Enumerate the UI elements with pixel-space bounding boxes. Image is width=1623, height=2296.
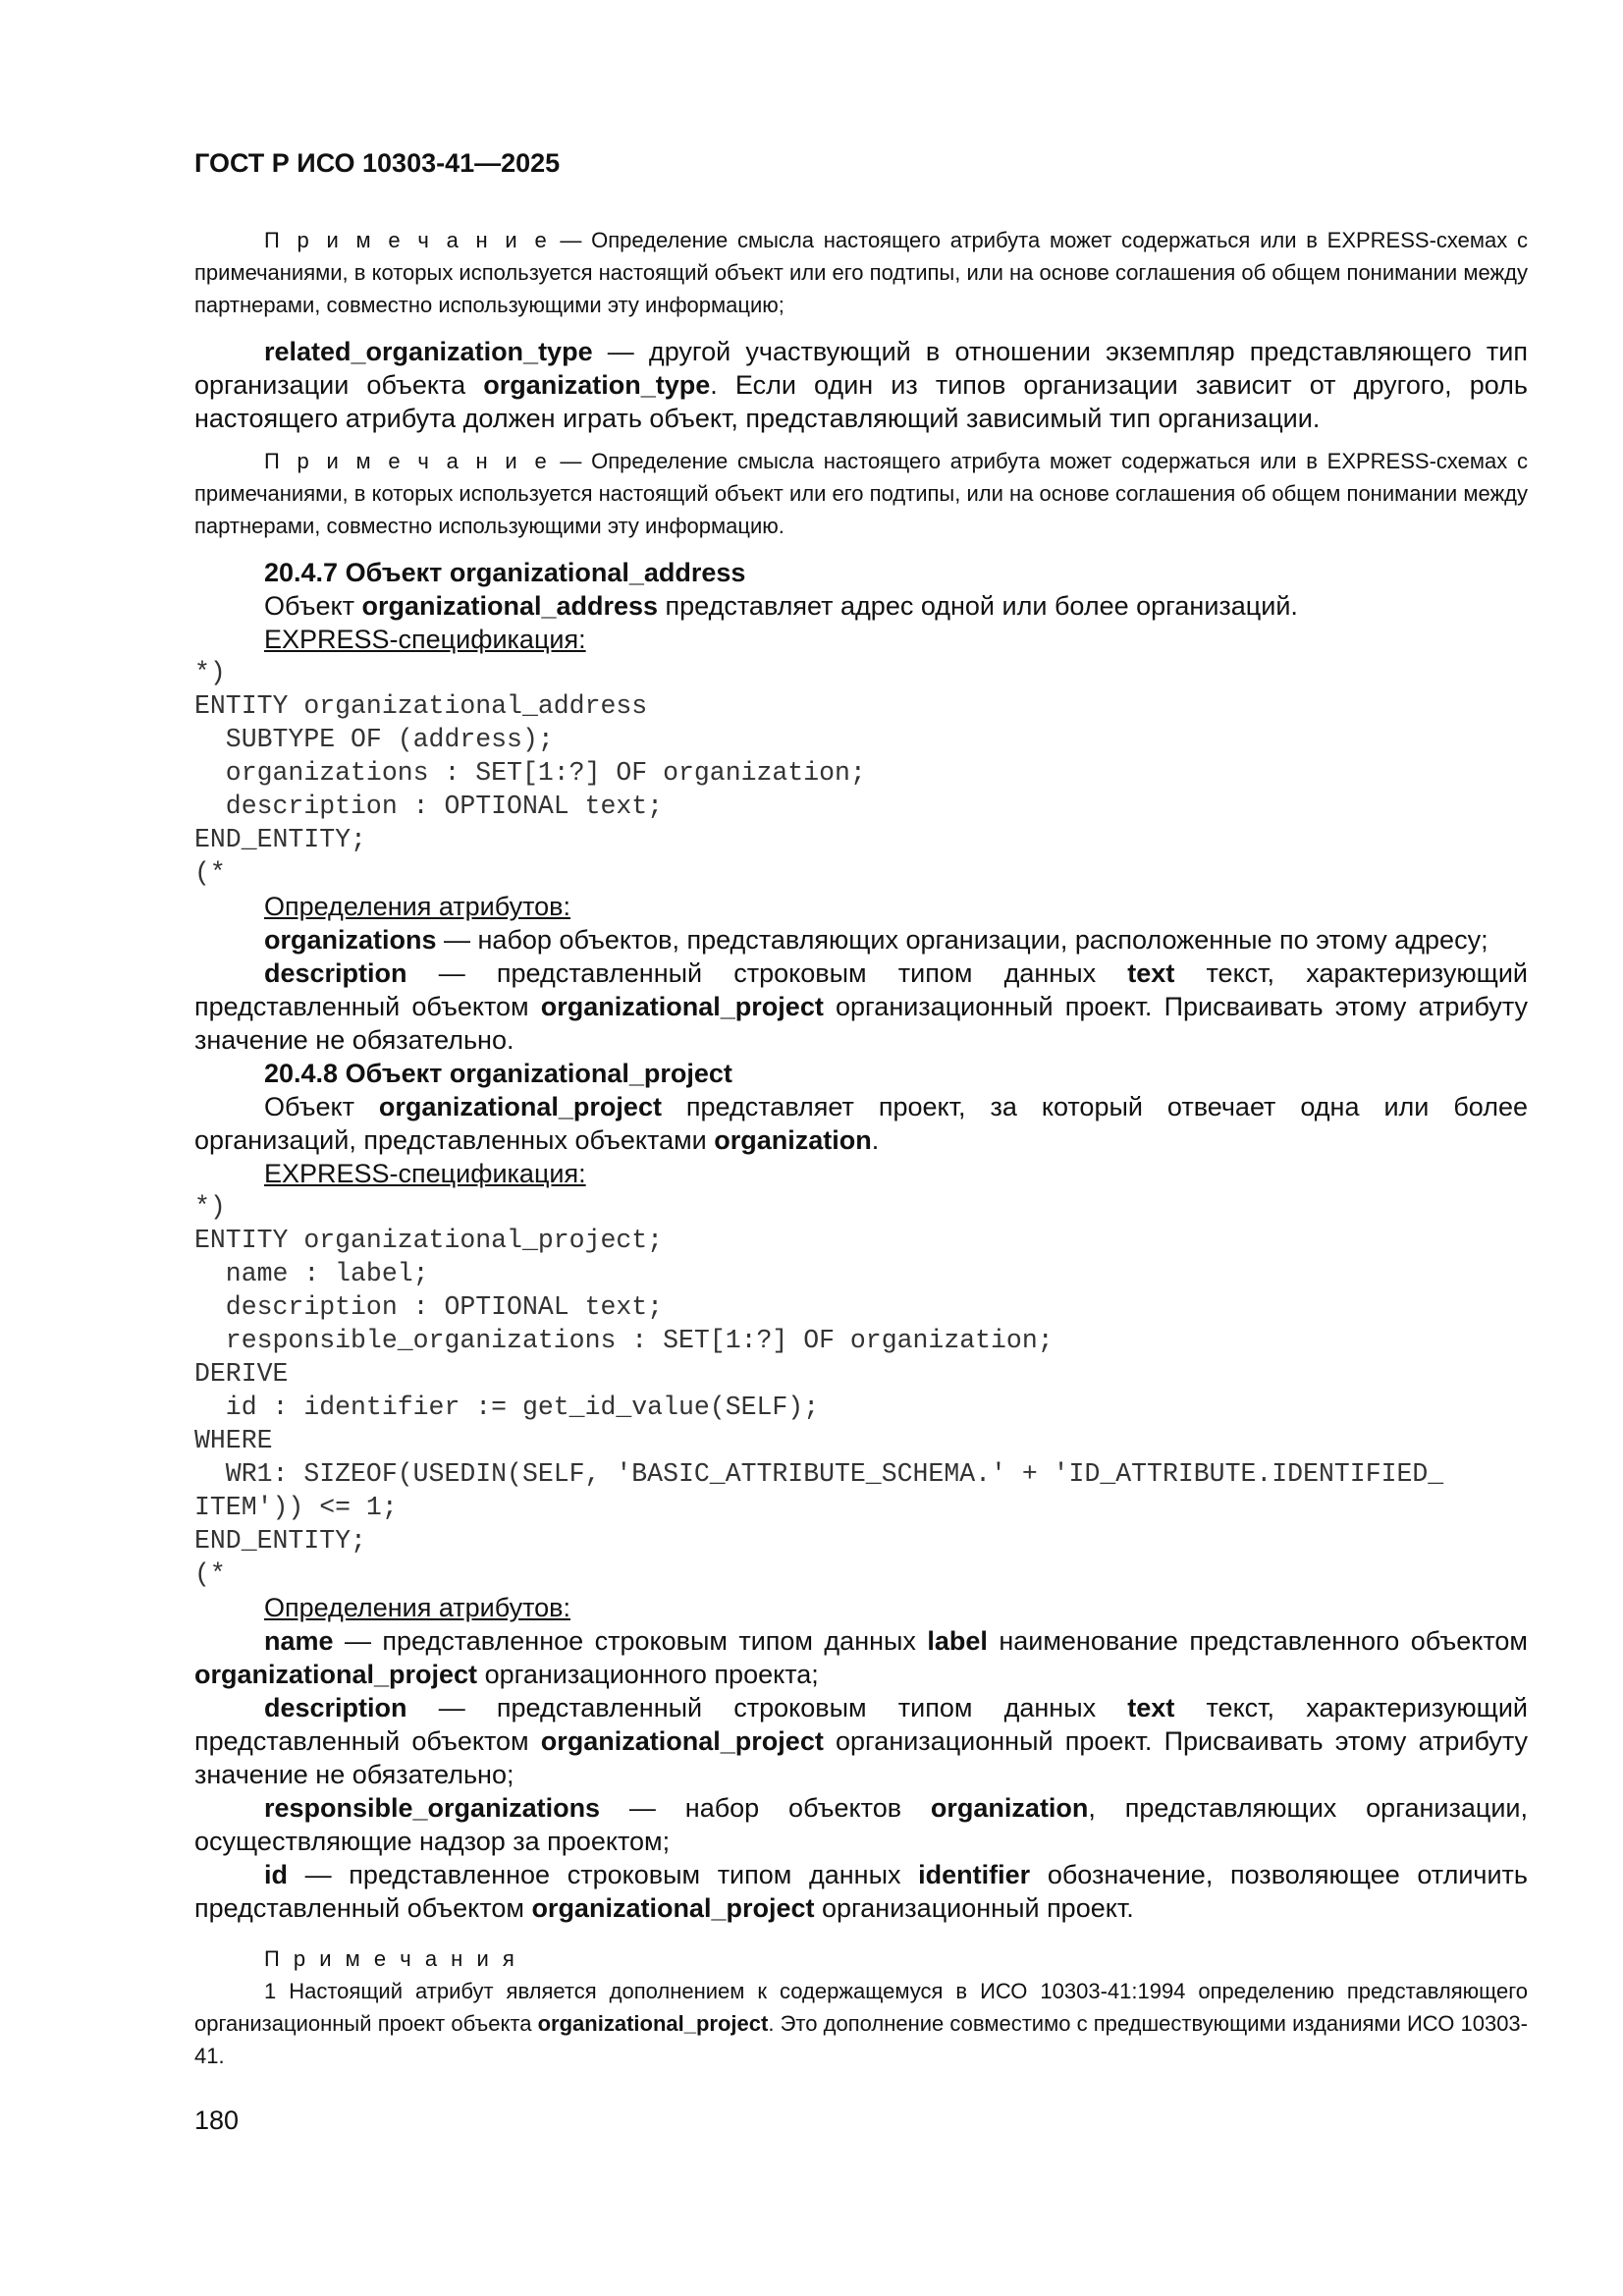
definition-name: name — представленное строковым типом данных label наименование представленного объектом organizational_project организационного проекта; <box>194 1626 1528 1689</box>
note-2 <box>194 445 1528 542</box>
section-20-4-7-title: 20.4.7 Объект organizational_address <box>264 558 746 587</box>
page-number: 180 <box>194 2105 240 2135</box>
definition-organizations: organizations — набор объектов, представляющих организации, расположенные по этому адресу; <box>264 925 1488 955</box>
express-code-organizational-project: *) ENTITY organizational_project; name : label; description : OPTIONAL text; responsible_organizations : SET[1:?] OF organization; DERIVE id : identifier := get_id_value(SELF); WHERE WR1: SIZEOF(USEDIN(SELF, 'BASIC_ATTRIBUTE_SCHEMA.' + 'ID_ATTRIBUTE.IDENTIFIED_ ITEM')) <= 1; END_ENTITY; (* <box>194 1192 1444 1589</box>
express-spec-label: EXPRESS-спецификация: <box>264 625 586 654</box>
note-label: П р и м е ч а н и е <box>264 449 551 473</box>
section-20-4-8-title: 20.4.8 Объект organizational_project <box>264 1059 732 1088</box>
note-label: П р и м е ч а н и е <box>264 228 551 252</box>
express-code-organizational-address: *) ENTITY organizational_address SUBTYPE OF (address); organizations : SET[1:?] OF organization; description : OPTIONAL text; END_ENTITY; (* <box>194 658 866 888</box>
note-text: — Определение смысла настоящего атрибута может содержаться или в EXPRESS-схемах с примечаниями, в которых используется настоящий объект или его подтипы, или на основе соглашения об общем понимании между партнерами, совместно использующими эту информацию. <box>194 449 1528 538</box>
definition-responsible-organizations: responsible_organizations — набор объектов organization, представляющих организации, осуществляющие надзор за проектом; <box>194 1793 1528 1856</box>
note-item-1: 1 Настоящий атрибут является дополнением к содержащемуся в ИСО 10303-41:1994 определению представляющего организационный проект объекта organizational_project. Это дополнение совместимо с предшествующими изданиями ИСО 10303-41. <box>194 1979 1528 2068</box>
note-1 <box>194 224 1528 321</box>
document-header: ГОСТ Р ИСО 10303-41—2025 <box>194 148 561 178</box>
term: related_organization_type <box>264 337 593 366</box>
related-organization-type-definition: related_organization_type — другой участвующий в отношении экземпляр представляющего тип организации объекта organization_type. Если один из типов организации зависит от другого, роль настоящего атрибута должен играть объект, представляющий зависимый тип организации. <box>194 337 1528 433</box>
definition-description: description — представленный строковым типом данных text текст, характеризующий представленный объектом organizational_project организационный проект. Присваивать этому атрибуту значение не обязательно; <box>194 1693 1529 1789</box>
notes-label: П р и м е ч а н и я <box>264 1946 518 1971</box>
section-20-4-8-intro: Объект organizational_project представляет проект, за который отвечает одна или более организаций, представленных объектами organization. <box>194 1092 1528 1155</box>
definition-description: description — представленный строковым типом данных text текст, характеризующий представленный объектом organizational_project организационный проект. Присваивать этому атрибуту значение не обязательно. <box>194 958 1529 1055</box>
definition-id: id — представленное строковым типом данных identifier обозначение, позволяющее отличить представленный объектом organizational_project организационный проект. <box>194 1860 1528 1923</box>
attribute-definitions-label: Определения атрибутов: <box>264 1593 571 1622</box>
express-spec-label: EXPRESS-спецификация: <box>264 1159 586 1188</box>
section-20-4-7-intro: Объект organizational_address представляет адрес одной или более организаций. <box>264 591 1298 621</box>
attribute-definitions-label: Определения атрибутов: <box>264 892 571 921</box>
note-text: — Определение смысла настоящего атрибута может содержаться или в EXPRESS-схемах с примечаниями, в которых используется настоящий объект или его подтипы, или на основе соглашения об общем понимании между партнерами, совместно использующими эту информацию; <box>194 228 1528 317</box>
document-page <box>194 145 1528 2137</box>
